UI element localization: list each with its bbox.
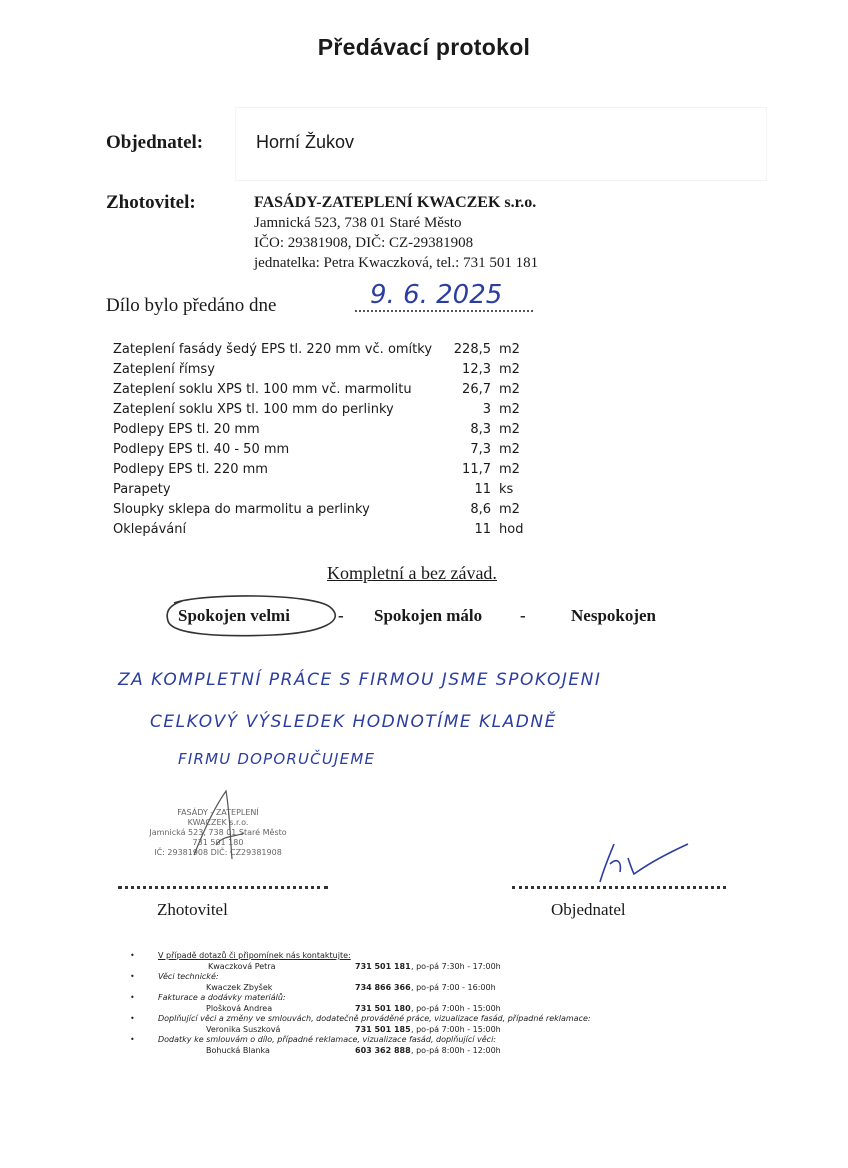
footer-contact-hours: , po-pá 8:00h - 12:00h: [411, 1045, 501, 1055]
item-quantity: 11,7: [462, 461, 491, 477]
contractor-signature-label: Zhotovitel: [157, 900, 228, 919]
stamp-line-5: IČ: 29381908 DIČ: CZ29381908: [154, 848, 282, 857]
document-title: Předávací protokol: [317, 34, 531, 60]
item-unit: m2: [499, 441, 520, 457]
customer-signature: [592, 838, 692, 888]
contractor-block: [254, 193, 538, 273]
footer-contact-phone: 731 501 181: [355, 961, 411, 971]
customer-label: Objednatel:: [106, 132, 204, 153]
item-row: [113, 459, 523, 479]
option-separator-1: -: [338, 606, 344, 625]
item-row: [113, 479, 523, 499]
note-line-3: FIRMU DOPORUČUJEME: [178, 750, 376, 768]
item-description: Podlepy EPS tl. 20 mm: [113, 421, 260, 437]
item-unit: m2: [499, 461, 520, 477]
item-quantity: 11: [474, 481, 491, 497]
footer-contact-hours: , po-pá 7:30h - 17:00h: [411, 961, 501, 971]
item-description: Podlepy EPS tl. 220 mm: [113, 461, 268, 477]
footer-contact-role: Doplňující věci a změny ve smlouvách, dodatečně prováděné práce, vizualizace fasád, případné reklamace:: [158, 1014, 591, 1023]
footer-intro: V případě dotazů či připomínek nás kontaktujte:: [158, 951, 351, 960]
item-description: Parapety: [113, 481, 171, 497]
footer-contact-role: Fakturace a dodávky materiálů:: [158, 993, 286, 1002]
item-row: [113, 499, 523, 519]
item-row: [113, 439, 523, 459]
stamp-line-2: KWACZEK s.r.o.: [187, 818, 249, 827]
option-very-satisfied: Spokojen velmi: [178, 606, 290, 625]
item-quantity: 228,5: [453, 341, 491, 357]
item-unit: m2: [499, 401, 520, 417]
item-row: [113, 419, 523, 439]
item-row: [113, 379, 523, 399]
item-unit: m2: [499, 341, 520, 357]
footer-contact-role: Dodatky ke smlouvám o dílo, případné reklamace, vizualizace fasád, doplňující věci:: [158, 1035, 496, 1044]
item-unit: m2: [499, 361, 520, 377]
contractor-director: jednatelka: Petra Kwaczková, tel.: 731 501 181: [254, 255, 539, 271]
item-description: Zateplení soklu XPS tl. 100 mm do perlinky: [113, 401, 394, 417]
option-not-satisfied: Nespokojen: [571, 606, 657, 625]
footer-contacts: • V případě dotazů či připomínek nás kontaktujte: Kwaczková Petra 731 501 181 , po-pá 7:30h - 17:00h • Věci technické: Kwaczek Zbyšek 734 866 366 , po-pá 7:00 - 16:00h • Fakturace a dodávky materiálů: Plošková Andrea 731 501 180 , po-pá 7:00h - 15:00h • Doplňující věci a změny ve smlouvách, dodatečně prováděné práce, vizualizace fasád, případné reklamace: Veronika Suszková 731 501 185 , po-pá 7:00h - 15:00h • Dodatky ke smlouvám o dílo, případné reklamace, vizualizace fasád, doplňující věci: Bohucká Blanka 603 362 888 , po-pá 8:00h - 12:00h: [130, 951, 650, 1056]
customer-signature-line: [512, 886, 726, 889]
contractor-signature-line: [118, 886, 328, 889]
stamp-line-3: Jamnická 523, 738 01 Staré Město: [149, 828, 287, 837]
contractor-ids: IČO: 29381908, DIČ: CZ-29381908: [254, 235, 474, 251]
footer-contact-row: [130, 1046, 650, 1057]
item-quantity: 12,3: [462, 361, 491, 377]
stamp-line-1: FASÁDY - ZATEPLENÍ: [177, 808, 259, 817]
footer-contact-hours: , po-pá 7:00h - 15:00h: [411, 1024, 501, 1034]
item-row: [113, 519, 523, 539]
footer-contact-name: Kwaczek Zbyšek: [206, 982, 273, 992]
item-description: Zateplení římsy: [113, 361, 215, 377]
item-quantity: 11: [474, 521, 491, 537]
item-row: [113, 359, 523, 379]
footer-contact-name: Kwaczková Petra: [208, 961, 276, 971]
contractor-address: Jamnická 523, 738 01 Staré Město: [254, 215, 462, 231]
handover-date-line: [355, 310, 533, 312]
contractor-name: FASÁDY-ZATEPLENÍ KWACZEK s.r.o.: [254, 194, 537, 211]
footer-contact-phone: 731 501 180: [355, 1003, 411, 1013]
item-row: [113, 339, 523, 359]
item-quantity: 7,3: [470, 441, 491, 457]
footer-contact-hours: , po-pá 7:00h - 15:00h: [411, 1003, 501, 1013]
footer-contact-phone: 734 866 366: [355, 982, 411, 992]
item-quantity: 8,6: [470, 501, 491, 517]
item-unit: m2: [499, 501, 520, 517]
note-line-2: CELKOVÝ VÝSLEDEK HODNOTÍME KLADNĚ: [150, 712, 557, 732]
item-quantity: 3: [482, 401, 491, 417]
footer-contact-phone: 603 362 888: [355, 1045, 411, 1055]
customer-signature-label: Objednatel: [551, 900, 626, 919]
footer-contact-role: Věci technické:: [158, 972, 219, 981]
footer-contact-name: Bohucká Blanka: [206, 1045, 270, 1055]
footer-contact-hours: , po-pá 7:00 - 16:00h: [411, 982, 496, 992]
item-row: [113, 399, 523, 419]
footer-contact-row: [130, 1004, 650, 1015]
item-quantity: 26,7: [462, 381, 491, 397]
item-description: Zateplení fasády šedý EPS tl. 220 mm vč. omítky: [113, 341, 433, 357]
footer-contact-row: [130, 1025, 650, 1036]
item-unit: m2: [499, 421, 520, 437]
footer-contact-row: [130, 962, 650, 973]
contractor-signature: [186, 785, 256, 865]
complete-text: Kompletní a bez závad.: [327, 563, 497, 583]
note-line-1: ZA KOMPLETNÍ PRÁCE S FIRMOU JSME SPOKOJENI: [118, 670, 602, 690]
option-separator-2: -: [520, 606, 526, 625]
item-description: Podlepy EPS tl. 40 - 50 mm: [113, 441, 290, 457]
footer-contact-name: Veronika Suszková: [206, 1024, 281, 1034]
item-description: Sloupky sklepa do marmolitu a perlinky: [113, 501, 370, 517]
item-description: Zateplení soklu XPS tl. 100 mm vč. marmolitu: [113, 381, 412, 397]
item-unit: m2: [499, 381, 520, 397]
item-unit: ks: [499, 481, 514, 497]
handover-date: 9. 6. 2025: [370, 280, 503, 310]
option-little-satisfied: Spokojen málo: [374, 606, 483, 625]
customer-value: Horní Žukov: [256, 132, 355, 152]
items-table: [113, 339, 523, 539]
footer-contact-row: [130, 983, 650, 994]
contractor-label: Zhotovitel:: [106, 192, 196, 213]
footer-contact-name: Plošková Andrea: [206, 1003, 273, 1013]
item-description: Oklepávání: [113, 521, 187, 537]
handover-label: Dílo bylo předáno dne: [106, 295, 277, 316]
item-quantity: 8,3: [470, 421, 491, 437]
item-unit: hod: [499, 521, 524, 537]
footer-contact-phone: 731 501 185: [355, 1024, 411, 1034]
stamp-line-4: 731 501 180: [192, 838, 244, 847]
